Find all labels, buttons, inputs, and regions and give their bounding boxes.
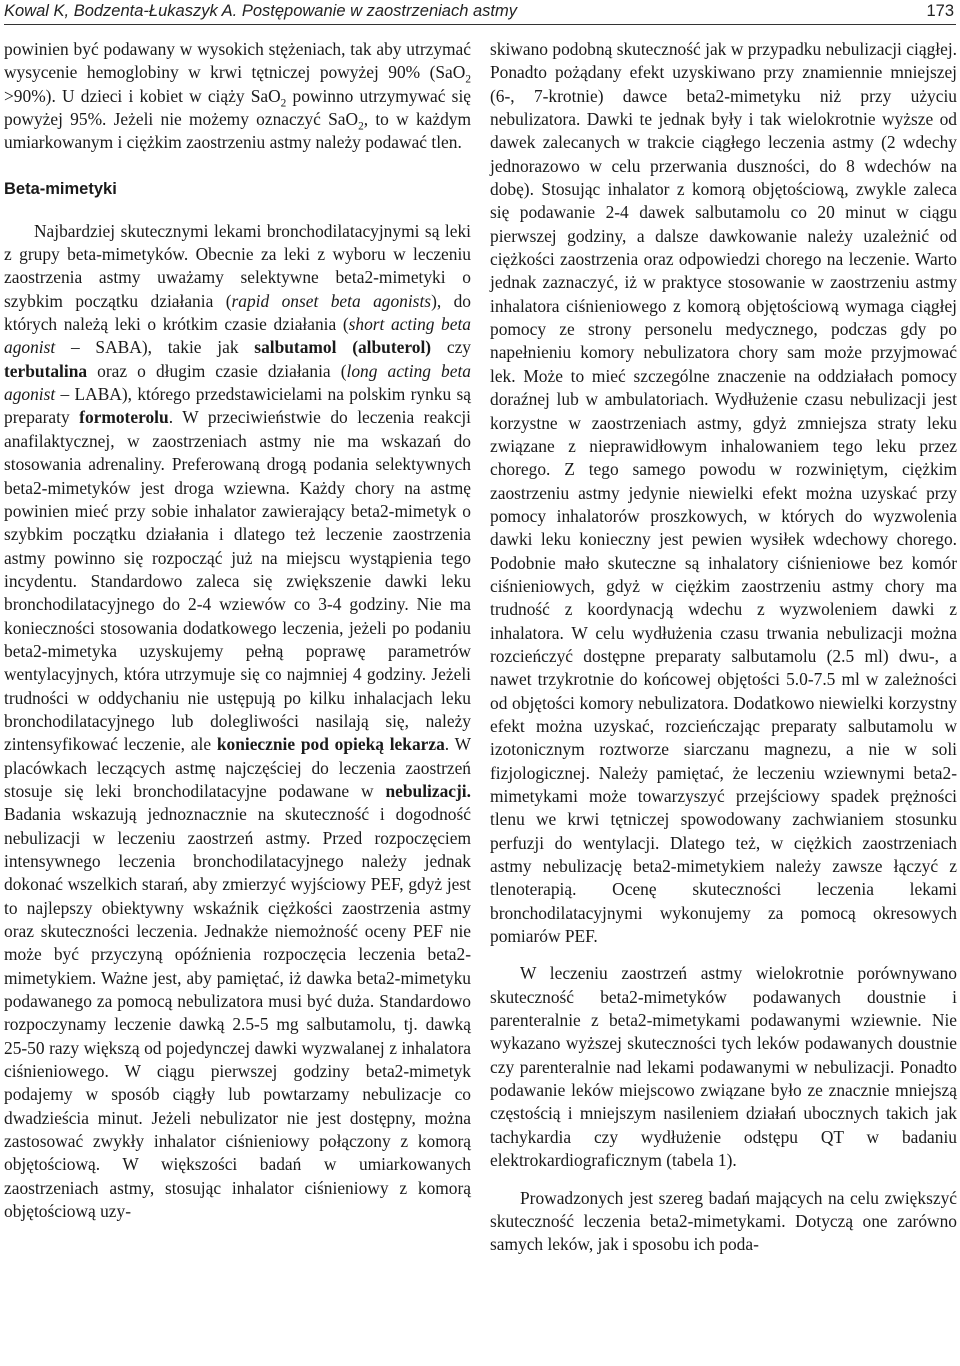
running-title: Kowal K, Bodzenta-Łukaszyk A. Postępowanie w zaostrzeniach astmy xyxy=(4,2,517,20)
section-heading: Beta-mimetyki xyxy=(4,179,117,198)
paragraph-beta-mimetics: Najbardziej skutecznymi lekami bronchodilatacyjnymi są leki z grupy beta-mimetyków. Obecnie za leki z wyboru w leczeniu zaostrzenia astmy uważamy selektywne beta2-mimetyki o szybkim początku działania (rapid onset beta agonists), do których należą leki o krótkim czasie działania (short acting beta agonist – SABA), takie jak salbutamol (albuterol) czy terbutalina oraz o długim czasie działania (long acting beta agonist – LABA), którego przedstawicielami na polskim rynku są preparaty formoterolu. W przeciwieństwie do leczenia reakcji anafilaktycznej, w zaostrzeniach astmy nie ma wskazań do stosowania adrenaliny. Preferowaną drogą podania selektywnych beta2-mimetyków jest droga wziewna. Każdy chory na astmę powinien mieć przy sobie inhalator zawierający beta2-mimetyk o szybkim początku działania i dlatego też leczenie zaostrzenia astmy powinno się rozpocząć już na miejscu wystąpienia tego incydentu. Standardowo zaleca się zwiększenie dawki leku bronchodilatacyjnego do 2-4 wziewów co 3-4 godziny. Nie ma konieczności stosowania dodatkowego leczenia, jeżeli po podaniu beta2-mimetyka uzyskujemy pełną poprawę parametrów wentylacyjnych, która utrzymuje się co najmniej 4 godziny. Jeżeli trudności w oddychaniu nie ustępują po kilku inhalacjach leku bronchodilatacyjnego lub dolegliwości nasilają się, należy zintensyfikować leczenie, ale koniecznie pod opieką lekarza. W placówkach leczących astmę najczęściej do leczenia zaostrzeń stosuje się leki bronchodilatacyjne podawane w nebulizacji. Badania wskazują jednoznacznie na skuteczność i dogodność nebulizacji w leczeniu zaostrzeń astmy. Przed rozpoczęciem intensywnego leczenia bronchodilatacyjnego należy jednak dokonać wszelkich starań, aby zmierzyć wyjściowy PEF, gdyż jest to najlepszy obiektywny wskaźnik ciężkości zaostrzenia astmy oraz skuteczności leczenia. Jednakże niemożność oceny PEF nie może być przyczyną opóźnienia rozpoczęcia leczenia beta2-mimetykiem. Ważne jest, aby pamiętać, iż dawka beta2-mimetyku podawanego za pomocą nebulizatora musi być duża. Standardowo rozpoczynamy leczenie dawką 2.5-5 mg salbutamolu, tj. dawką 25-50 razy większą od pojedynczej dawki wyzwalanej z inhalatora ciśnieniowego. W ciągu pierwszej godziny beta2-mimetyk podajemy w sposób ciągły lub powtarzamy nebulizacje co dwadzieścia minut. Jeżeli nebulizator nie jest dostępny, można zastosować zwykły inhalator ciśnieniowy połączony z komorą objętościową. W większości badań w umiarkowanych zaostrzeniach astmy, stosując inhalator ciśnieniowy z komorą objętościową uzy- xyxy=(4,220,472,1222)
paragraph-gap xyxy=(490,948,957,962)
paragraph-ongoing-studies: Prowadzonych jest szereg badań mających na celu zwiększyć skuteczność leczenia beta2-mimetykami. Dotyczą one zarówno samych leków, jak i sposobu ich poda- xyxy=(490,1187,957,1255)
running-header xyxy=(4,0,956,24)
right-column xyxy=(490,38,957,1257)
paragraph-route-comparison: W leczeniu zaostrzeń astmy wielokrotnie porównywano skuteczność beta2-mimetyków podawanych doustnie i parenteralnie z beta2-mimetykami podawanymi wziewnie. Nie wykazano wyższej skuteczności tych leków podawanych doustnie czy parenteralnie nad lekami podawanymi w nebulizacji. Ponadto podawanie leków miejscowo związane było ze znacznie mniejszą częstością i mniejszym nasileniem działań ubocznych takich jak tachykardia czy wydłużenie odstępu QT w badaniu elektrokardiograficznym (tabela 1). xyxy=(490,963,957,1171)
paragraph-inhaler-chamber: skiwano podobną skuteczność jak w przypadku nebulizacji ciągłej. Ponadto pożądany efekt uzyskiwano przy znamiennie mniejszej (6-, 7-krotnie) dawce beta2-mimetyku niż przy użyciu nebulizatora. Dawki te jednak były i tak wielokrotnie wyższe od dawek zalecanych w trakcie ciągłego leczenia astmy (2 wdechy jednorazowo w celu przerwania duszności, do 8 wdechów na dobę). Stosując inhalator z komorą objętościową, zwykle zaleca się podawanie 2-4 dawek salbutamolu co 20 minut w ciągu pierwszej godziny, a dalsze dawkowanie należy uzależnić od ciężkości zaostrzenia oraz odpowiedzi chorego na leczenie. Warto jednak zaznaczyć, iż w praktyce stosowanie w zaostrzeniu astmy inhalatora ciśnieniowego z komorą objętościową wymaga ciągłej pomocy ze strony personelu medycznego, podczas gdy po napełnieniu komory nebulizatora chory sam może przyjmować lek. Może to mieć szczególne znaczenie na oddziałach pomocy doraźnej lub w ambulatoriach. Wydłużenie czasu nebulizacji jest korzystne w zaostrzeniach astmy, gdyż zmniejsza straty leku związane z nieprawidłowym inhalowaniem tego leku przez chorego. Z tego samego powodu w rozwiniętym, ciężkim zaostrzeniu astmy jedynie niewielki efekt można uzyskać przy pomocy inhalatorów proszkowych, w których do wyzwolenia dawki leku konieczny jest pewien wysiłek wdechowy chorego. Podobnie mało skuteczne są inhalatory ciśnieniowe bez komór ciśnieniowych, gdyż w ciężkim zaostrzeniu astmy chory ma trudność z koordynacją wdechu z wyzwoleniem dawki z inhalatora. W celu wydłużenia czasu trwania nebulizacji można rozcieńczyć dostępne preparaty salbutamolu (2.5 ml) dwu-, a nawet trzykrotnie do końcowej objętości 5.0-7.5 ml w zależności od objętości komory nebulizatora. Dodatkowo niewielki korzystny efekt można uzyskać, rozcieńczając preparaty salbutamolu w izotonicznym roztworze siarczanu magnezu, a nie w soli fizjologicznej. Należy pamiętać, że leczeniu wziewnymi beta2-mimetykami może towarzyszyć przejściowy spadek prężności tlenu we krwi tętniczej spowodowany zachwianiem stosunku perfuzji do wentylacji. Dlatego też, w ciężkich zaostrzeniach astmy nebulizację beta2-mimetykiem należy zawsze łączyć z tlenoterapią. Ocenę skuteczności leczenia lekami bronchodilatacyjnymi wykonujemy za pomocą okresowych pomiarów PEF. xyxy=(490,39,957,947)
paragraph-gap xyxy=(490,1173,957,1187)
page-number: 173 xyxy=(926,2,954,20)
left-column xyxy=(4,38,471,1224)
paragraph-oxygen: powinien być podawany w wysokich stężeniach, tak aby utrzymać wysycenie hemoglobiny w krwi tętniczej powyżej 90% (SaO$_2$ >90%). U dzieci i kobiet w ciąży SaO$_2$ powinno utrzymywać się powyżej 95%. Jeżeli nie możemy oznaczyć SaO$_2$, to w każdym umiarkowanym i ciężkim zaostrzeniu astmy należy podawać tlen. xyxy=(4,39,471,153)
header-rule xyxy=(4,24,956,25)
